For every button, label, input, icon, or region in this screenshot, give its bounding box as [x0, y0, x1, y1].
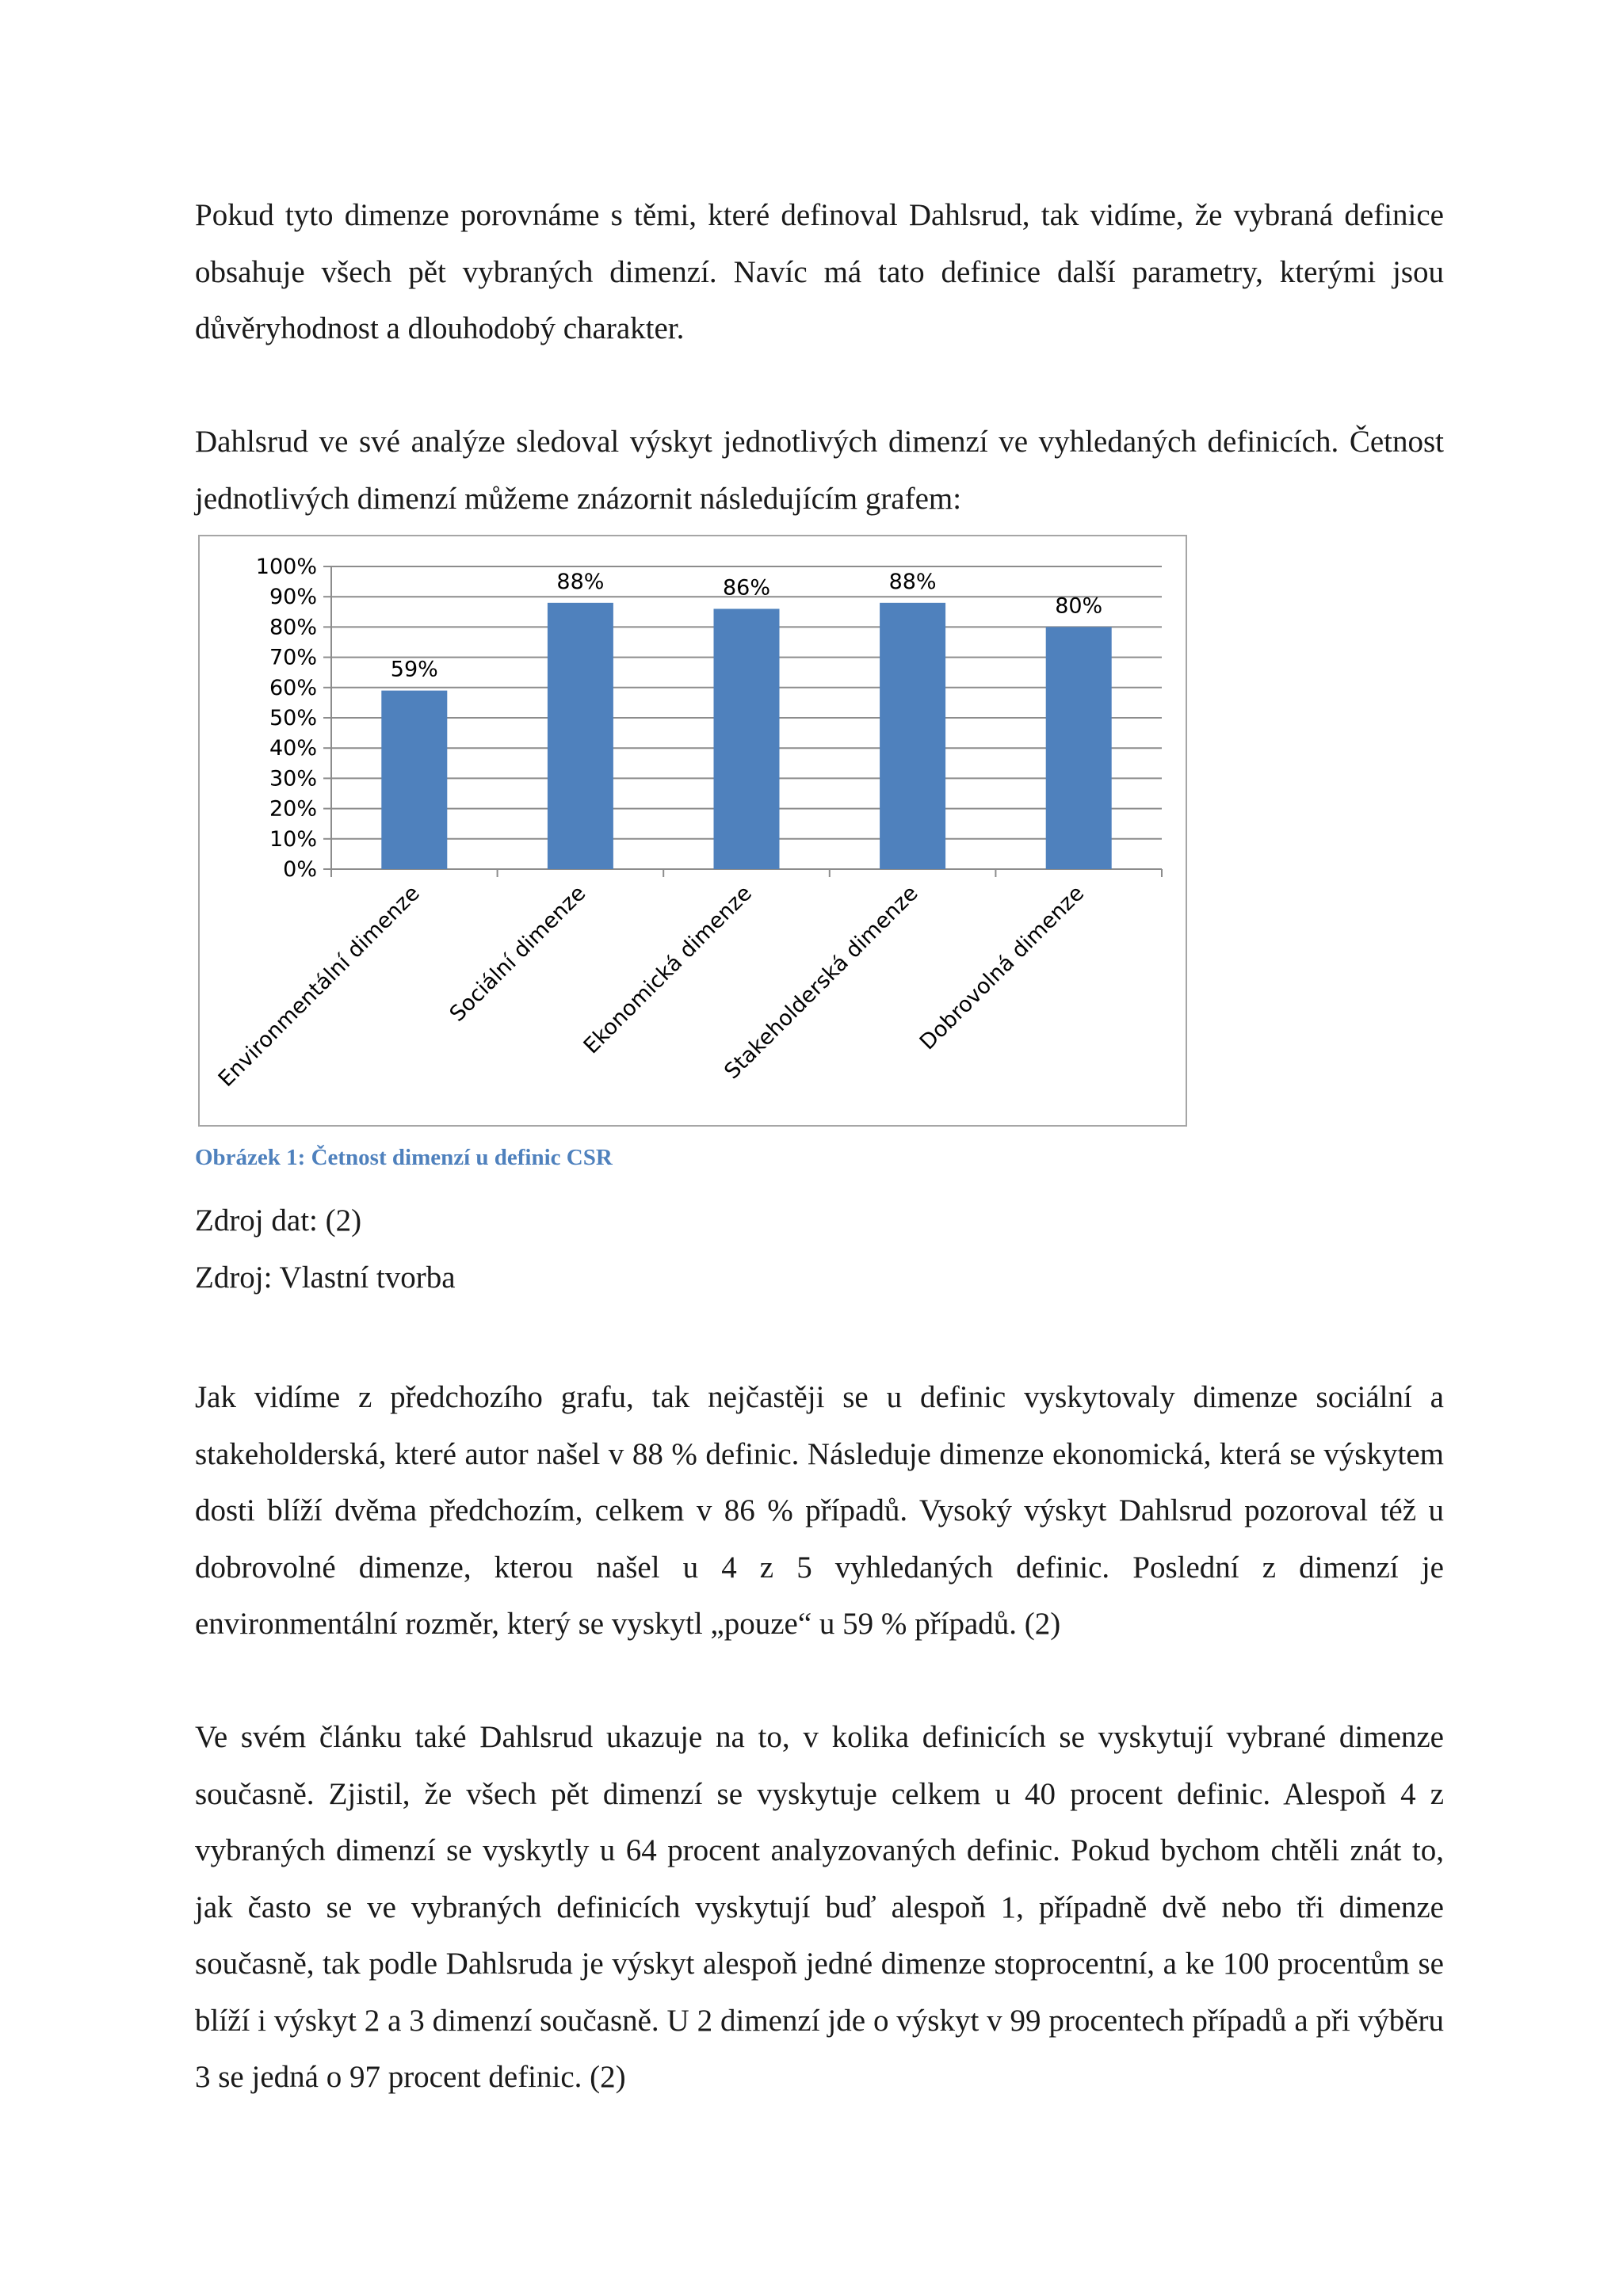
y-tick-label: 40% [269, 736, 317, 761]
x-category-label: Dobrovolná dimenze [915, 881, 1090, 1055]
data-label: 88% [556, 569, 605, 594]
chart-svg [200, 536, 1186, 1125]
data-label: 59% [390, 657, 438, 682]
bar [714, 608, 780, 869]
bar [880, 603, 945, 869]
data-label: 80% [1055, 593, 1103, 619]
bar [1046, 627, 1112, 869]
y-tick-label: 90% [269, 585, 317, 610]
y-tick-label: 30% [269, 766, 317, 791]
y-tick-label: 70% [269, 645, 317, 670]
y-tick-label: 80% [269, 615, 317, 640]
y-tick-label: 60% [269, 675, 317, 700]
paragraph-2: Dahlsrud ve své analýze sledoval výskyt jednotlivých dimenzí ve vyhledaných definicích. Četnost jednotlivých dimenzí můžeme znázornit následujícím grafem: [195, 425, 1444, 516]
paragraph-4: Ve svém článku také Dahlsrud ukazuje na to, v kolika definicích se vyskytují vybrané dimenze současně. Zjistil, že všech pět dimenzí se vyskytuje celkem u 40 procent definic. Alespoň 4 z vybraných dimenzí se vyskytly u 64 procent analyzovaných definic. Pokud bychom chtěli znát to, jak často se ve vybraných definicích vyskytují buď alespoň 1, případně dvě nebo tři dimenze současně, tak podle Dahlsruda je výskyt alespoň jedné dimenze stoprocentní, a ke 100 procentům se blíží i výskyt 2 a 3 dimenzí současně. U 2 dimenzí jde o výskyt v 99 procentech případů a při výběru 3 se jedná o 97 procent definic. (2) [195, 1720, 1444, 2094]
x-category-label: Ekonomická dimenze [579, 881, 757, 1059]
bar [548, 603, 613, 869]
x-category-label: Sociální dimenze [445, 881, 591, 1027]
y-tick-label: 50% [269, 706, 317, 730]
figure-caption: Obrázek 1: Četnost dimenzí u definic CSR [195, 1145, 613, 1170]
x-category-label: Stakeholderská dimenze [720, 881, 923, 1085]
y-tick-label: 10% [269, 826, 317, 852]
source-data-line: Zdroj dat: (2) [195, 1203, 362, 1238]
data-label: 86% [722, 575, 771, 601]
y-tick-label: 20% [269, 796, 317, 822]
bar-chart [198, 535, 1187, 1127]
bar [381, 691, 447, 869]
paragraph-1: Pokud tyto dimenze porovnáme s těmi, které definoval Dahlsrud, tak vidíme, že vybraná definice obsahuje všech pět vybraných dimenzí. Navíc má tato definice další parametry, kterými jsou důvěryhodnost a dlouhodobý charakter. [195, 198, 1444, 345]
paragraph-3: Jak vidíme z předchozího grafu, tak nejčastěji se u definic vyskytovaly dimenze sociální a stakeholderská, které autor našel v 88 % definic. Následuje dimenze ekonomická, která se výskytem dosti blíží dvěma předchozím, celkem v 86 % případů. Vysoký výskyt Dahlsrud pozoroval též u dobrovolné dimenze, kterou našel u 4 z 5 vyhledaných definic. Poslední z dimenzí je environmentální rozměr, který se vyskytl „pouze“ u 59 % případů. (2) [195, 1380, 1444, 1641]
y-tick-label: 100% [255, 555, 317, 579]
y-tick-label: 0% [283, 857, 317, 882]
data-label: 88% [888, 569, 937, 594]
x-category-label: Environmentální dimenze [213, 881, 425, 1092]
source-line: Zdroj: Vlastní tvorba [195, 1261, 456, 1295]
